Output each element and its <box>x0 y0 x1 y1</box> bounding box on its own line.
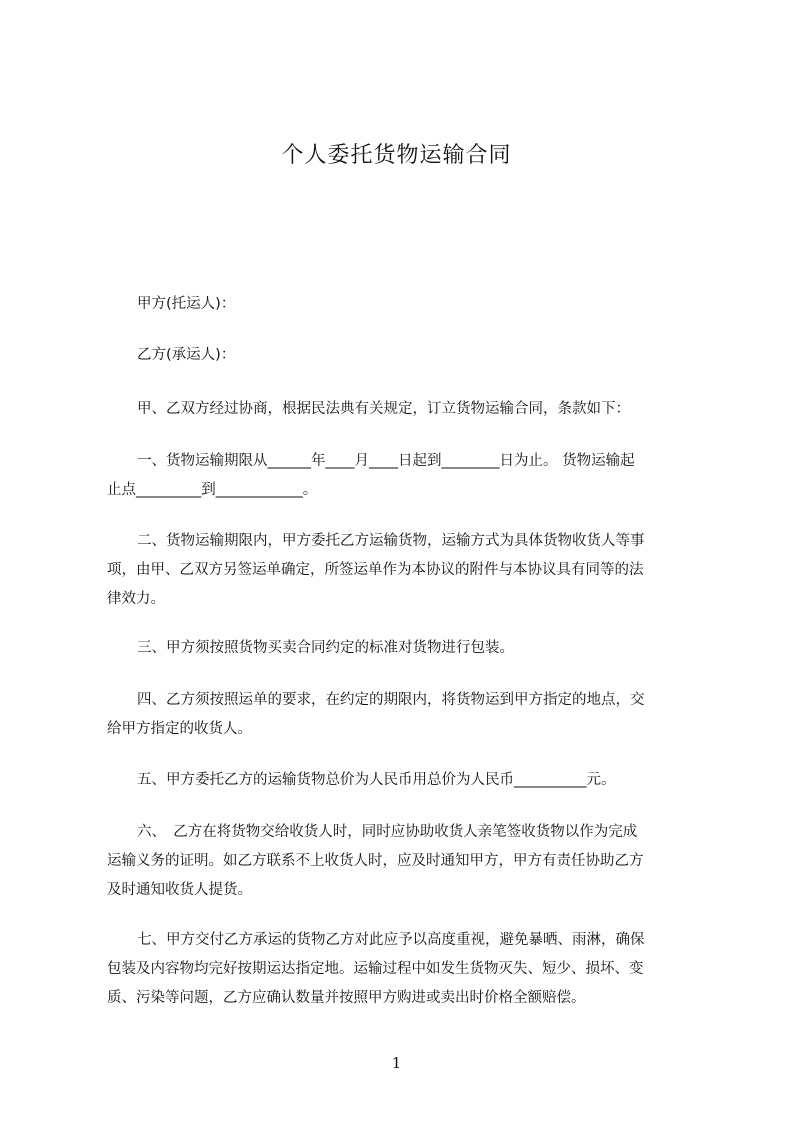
clause-7 <box>107 926 701 1013</box>
clause-6 <box>107 818 701 905</box>
clause-7-line: 七、甲方交付乙方承运的货物乙方对此应予以高度重视，避免暴晒、雨淋，确保 <box>137 932 645 948</box>
clause-5 <box>107 766 701 795</box>
clause-2-line: 二、货物运输期限内，甲方委托乙方运输货物，运输方式为具体货物收货人等事 <box>137 533 645 549</box>
clause-2-line: 律效力。 <box>107 591 165 607</box>
intro-paragraph <box>137 395 731 424</box>
party-a-line <box>137 290 731 319</box>
clause-1-line: 一、货物运输期限从______年____月____日起到________日为止。 货物运输起 <box>137 453 635 469</box>
clause-5-line: 五、甲方委托乙方的运输货物总价为人民币用总价为人民币__________元。 <box>137 772 616 788</box>
page-number: 1 <box>391 1054 402 1072</box>
clause-4 <box>107 686 701 744</box>
clause-2-line: 项，由甲、乙双方另签运单确定，所签运单作为本协议的附件与本协议具有同等的法 <box>107 562 644 578</box>
intro-text: 甲、乙双方经过协商，根据民法典有关规定，订立货物运输合同，条款如下： <box>137 401 630 417</box>
clause-7-line: 质、污染等问题，乙方应确认数量并按照甲方购进或卖出时价格全额赔偿。 <box>107 990 586 1006</box>
clause-7-line: 包装及内容物均完好按期运达指定地。运输过程中如发生货物灭失、短少、损坏、变 <box>107 961 644 977</box>
clause-3 <box>107 634 701 663</box>
party-b-line <box>137 341 731 370</box>
clause-1-line: 止点_________到____________。 <box>107 482 318 498</box>
clause-2 <box>107 527 701 614</box>
clause-4-line: 给甲方指定的收货人。 <box>107 721 252 737</box>
clause-6-line: 及时通知收货人提货。 <box>107 882 252 898</box>
clause-1 <box>107 447 701 505</box>
clause-6-line: 运输义务的证明。如乙方联系不上收货人时，应及时通知甲方，甲方有责任协助乙方 <box>107 853 644 869</box>
clause-3-line: 三、甲方须按照货物买卖合同约定的标准对货物进行包装。 <box>137 640 514 656</box>
party-b-label: 乙方(承运人)： <box>137 347 236 363</box>
page-title: 个人委托货物运输合同 <box>281 143 512 168</box>
clause-4-line: 四、乙方须按照运单的要求，在约定的期限内，将货物运到甲方指定的地点，交 <box>137 692 645 708</box>
clause-6-line: 六、 乙方在将货物交给收货人时，同时应协助收货人亲笔签收货物以作为完成 <box>137 824 638 840</box>
party-a-label: 甲方(托运人)： <box>137 296 236 312</box>
